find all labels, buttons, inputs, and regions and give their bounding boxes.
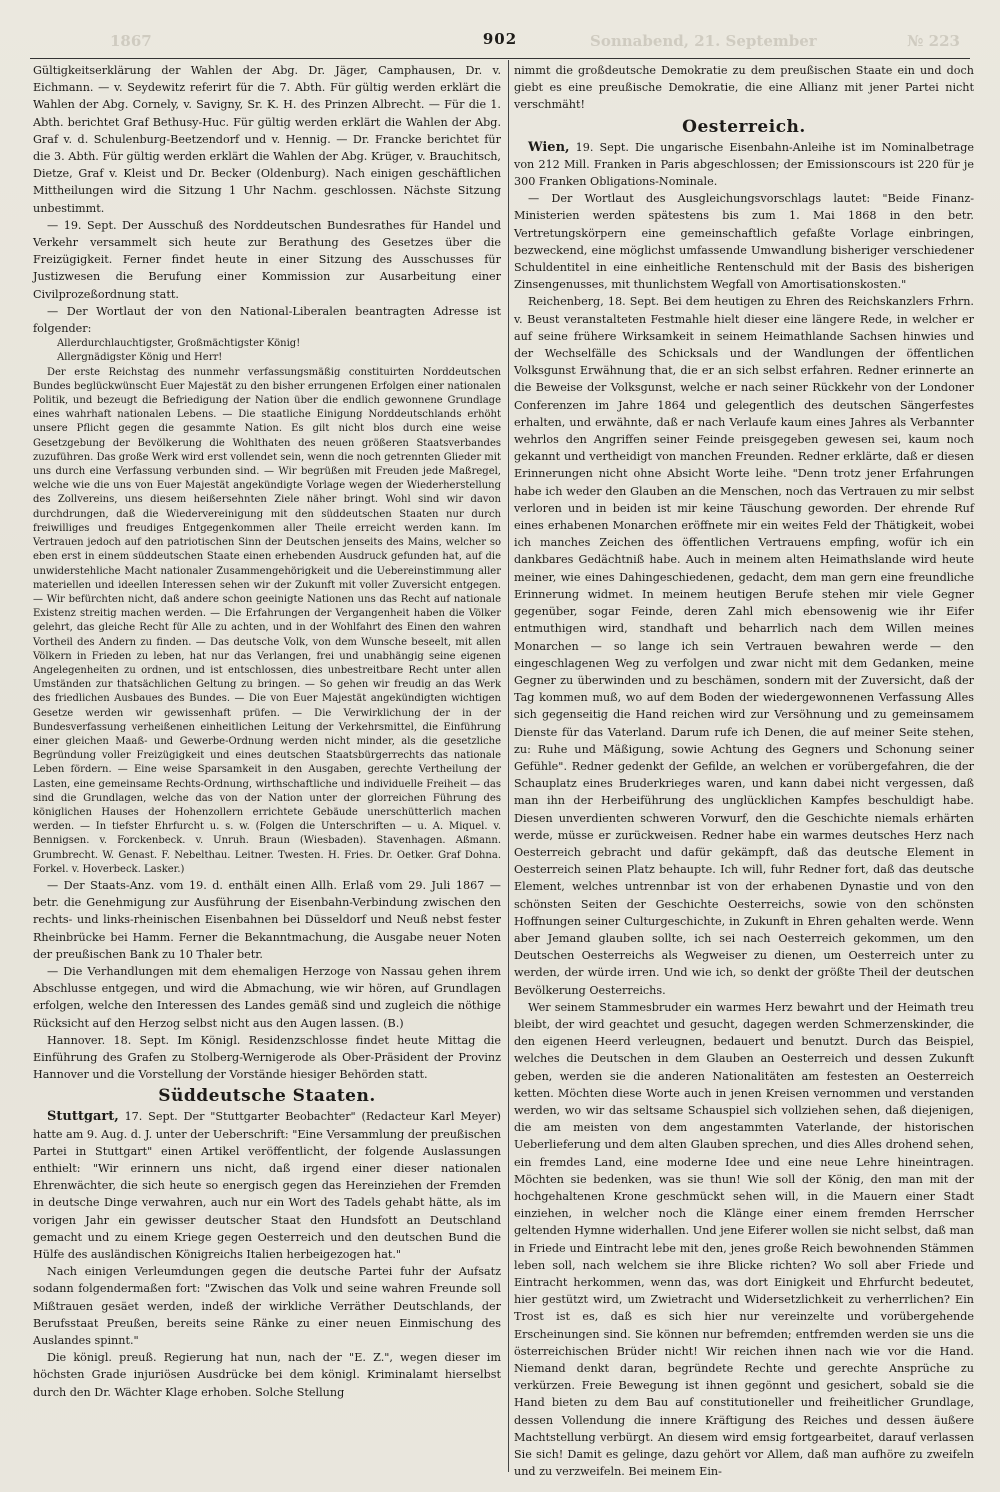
header-rule xyxy=(30,58,970,59)
adresse-salutation-1: Allerdurchlauchtigster, Großmächtigster König! xyxy=(57,338,301,350)
article-ausgleich: — Der Wortlaut des Ausgleichungsvorschlags lautet: "Beide Finanz-Ministerien werden spätestens bis zum 1. Mai 1868 in den betr. Vertretungskörpern eine gemeinschaftlich gefaßte Vorlage einbringen, bezweckend, eine möglichst umfassende Umwandlung bisheriger verschiedener Schuldentitel in eine einheitliche Rentenschuld mit der Basis des bisherigen Zinsengenusses, mit thunlichstem Wegfall von Amortisationskosten." xyxy=(514,192,974,292)
bleed-through-year: 1867 xyxy=(110,32,152,50)
article-wahlpruefung: Gültigkeitserklärung der Wahlen der Abg. Dr. Jäger, Camphausen, Dr. v. Eichmann. — v. Seydewitz referirt für die 7. Abth. Für gültig werden erklärt die Wahlen der Abg. Cornely, v. Savigny, Sr. K. H. des Prinzen Albrecht. — Für die 1. Abth. berichtet Graf Bethusy-Huc. Für gültig werden erklärt die Wahlen der Abg. Graf v. d. Schulenburg-Beetzendorf und v. Hennig. — Dr. Francke berichtet für die 3. Abth. Für gültig werden erklärt die Wahlen der Abg. Krüger, v. Brauchitsch, Dietze, Graf v. Kleist und Dr. Becker (Oldenburg). Nach einigen geschäftlichen Mittheilungen wird die Sitzung 1 Uhr Nachm. geschlossen. Nächste Sitzung unbestimmt. xyxy=(33,64,501,215)
article-bundesrath: — 19. Sept. Der Ausschuß des Norddeutschen Bundesrathes für Handel und Verkehr versammelt sich heute zur Berathung des Gesetzes über die Freizügigkeit. Ferner findet heute in einer Sitzung des Ausschusses für Justizwesen die Berufung einer Kommission zur Ausarbeitung einer Civilprozeßordnung statt. xyxy=(33,218,501,301)
article-reichenberg-2: Wer seinem Stammesbruder ein warmes Herz bewahrt und der Heimath treu bleibt, der wird geachtet und gesucht, dagegen werden Schmerzenskinder, die den eigenen Heerd verleugnen, bedauert und benutzt. Durch das Beispiel, welches die Deutschen in dem Glauben an Oesterreich und dessen Zukunft geben, werden sie die anderen Nationalitäten am festesten an Oesterreich ketten. Möchten diese Worte auch in jenen Kreisen vernommen und verstanden werden, wo wir das seltsame Schauspiel sich vollziehen sehen, daß diejenigen, die am meisten von dem angestammten Vaterlande, der historischen Ueberlieferung und dem alten Glauben sprechen, und dies Alles drohend sehen, ein fremdes Land, eine moderne Idee und eine neue Lehre hineintragen. Möchten sie bedenken, was sie thun! Wie soll der König, den man mit der hochgehaltenen Krone geschmückt sehen will, in die Mauern einer Stadt einziehen, in welcher noch die Klänge einer einem fremden Herrscher geltenden Hymne widerhallen. Und jene Eiferer wollen sie nicht selbst, daß man in Friede und Eintracht lebe mit den, jenes große Reich bewohnenden Stämmen leben soll, nach welchem sie ihre Blicke richten? Wo soll aber Friede und Eintracht herkommen, wenn das, was dort Einigkeit und Ehrfurcht bedeutet, hier gestützt wird, um Zwietracht und Widersetzlichkeit zu verherrlichen? Ein Trost ist es, daß es sich hier nur vereinzelte und vorübergehende Erscheinungen sind. Sie können nur befremden; entfremden werden sie uns die österreichischen Brüder nicht! Wir reichen ihnen nach wie vor die Hand. Niemand denkt daran, begründete Rechte und gerechte Ansprüche zu verkürzen. Freie Bewegung ist ihnen gegönnt und gesichert, sobald sie die Hand bieten zu dem Bau auf constitutioneller und freiheitlicher Grundlage, dessen Vollendung die innere Kräftigung des Reiches und dessen äußere Machtstellung verbürgt. An diesem wird emsig fortgearbeitet, darauf verlassen Sie sich! Damit es gelinge, dazu gehört vor Allem, daß man aufhöre zu zweifeln und zu verzweifeln. Bei meinem Ein- xyxy=(514,1000,974,1479)
article-wien xyxy=(514,139,974,191)
article-hannover: Hannover. 18. Sept. Im Königl. Residenzschlosse findet heute Mittag die Einführung des Grafen zu Stolberg-Wernigerode als Ober-Präsident der Provinz Hannover und die Vorstellung der Vorstände hiesiger Behörden statt. xyxy=(33,1033,501,1082)
article-stuttgart xyxy=(33,1108,501,1263)
section-heading-sueddeutsche: Süddeutsche Staaten. xyxy=(158,1086,376,1107)
article-stuttgart-2: Nach einigen Verleumdungen gegen die deutsche Partei fuhr der Aufsatz sodann folgendermaßen fort: "Zwischen das Volk und seine wahren Freunde soll Mißtrauen gesäet werden, indeß der wirkliche Verräther Deutschlands, der Berufsstaat Preußen, bereits seine Ränke zu einer neuen Einmischung des Auslandes spinnt." xyxy=(33,1265,501,1348)
article-stuttgart-text: 17. Sept. Der "Stuttgarter Beobachter" (Redacteur Karl Meyer) hatte am 9. Aug. d. J. unter der Ueberschrift: "Eine Versammlung der preußischen Partei in Stuttgart" einen Artikel veröffentlicht, der folgende Auslassungen enthielt: "Wir erinnern uns nicht, daß irgend einer dieser nationalen Ehrenwächter, die sich heute so energisch gegen das Hereinziehen der Fremden in deutsche Dinge verwahren, auch nur ein Wort des Tadels gehabt hätte, als im vorigen Jahr ein gewisser deutscher Staat den Hundsfott an Deutschland gemacht und zu einem Kriege gegen Oesterreich und den deutschen Bund die Hülfe des ausländischen Königreichs Italien herbeigezogen hat." xyxy=(33,1110,501,1262)
bleed-through-date: Sonnabend, 21. September xyxy=(590,32,817,50)
article-reichenberg: Reichenberg, 18. Sept. Bei dem heutigen zu Ehren des Reichskanzlers Frhrn. v. Beust veranstalteten Festmahle hielt dieser eine längere Rede, in welcher er auf seine frühere Wirksamkeit in seinem Heimathlande Sachsen hinwies und der Wechselfälle des Schicksals und der Wandlungen der öffentlichen Volksgunst Erwähnung that, die er an sich selbst erfahren. Redner erinnerte an die Beweise der Volksgunst, welche er nach seiner Rückkehr von der Londoner Conferenzen im Jahre 1864 und gelegentlich des deutschen Sängerfestes erhalten, und erwähnte, daß er nach Verlaufe kaum eines Jahres als Verbannter wehrlos den Angriffen seiner Feinde preisgegeben gewesen sei, kaum noch gekannt und vertheidigt von manchen Freunden. Redner erklärte, daß er diesen Erinnerungen nicht ohne Absicht Worte leihe. "Denn trotz jener Erfahrungen habe ich weder den Glauben an die Menschen, noch das Vertrauen zu mir selbst verloren und in beiden ist mir keine Täuschung geworden. Der ehrende Ruf eines erhabenen Monarchen eröffnete mir ein weites Feld der Thätigkeit, wobei ich manches Zeichen des öffentlichen Vertrauens empfing, wofür ich ein dankbares Gedächtniß habe. Auch in meinem alten Heimathslande wird heute meiner, wie eines Dahingeschiedenen, gedacht, dem man gern eine freundliche Erinnerung widmet. In meinem heutigen Berufe stehen mir viele Gegner gegenüber, sogar Feinde, deren Zahl mich ebensowenig wie ihr Eifer entmuthigen wird, standhaft und beharrlich nach dem Willen meines Monarchen — so lange ich sein Vertrauen bewahren werde — den eingeschlagenen Weg zu verfolgen und zwar nicht mit dem Gedanken, meine Gegner zu überwinden und zu beschämen, sondern mit der Zuversicht, daß der Tag kommen muß, wo auf dem Boden der wiedergewonnenen Verfassung Alles sich gegenseitig die Hand reichen wird zur Versöhnung und zu gemeinsamem Dienste für das Vaterland. Darum rufe ich Denen, die auf meiner Seite stehen, zu: Ruhe und Mäßigung, sowie Achtung des Gegners und Schonung seiner Gefühle". Redner gedenkt der Gefilde, an welchen er vorübergefahren, die der Schauplatz eines Bruderkrieges waren, und kann dabei nicht vergessen, daß man ihn der Herbeiführung des unglücklichen Kampfes beschuldigt habe. Diesen unverdienten schweren Vorwurf, den die Geschichte niemals erhärten werde, müsse er zurückweisen. Redner habe ein warmes deutsches Herz nach Oesterreich gebracht und dafür gekämpft, daß das deutsche Element in Oesterreich seinen Platz behaupte. Ich will, fuhr Redner fort, daß das deutsche Element, welches untrennbar ist von der erhabenen Dynastie und von den schönsten Seiten der Geschichte Oesterreichs, sowie von den schönsten Hoffnungen seiner Culturgeschichte, in Zukunft in Ehren gehalten werde. Wenn aber Jemand glauben sollte, ich sei nach Oesterreich gekommen, um den Deutschen Oesterreichs als Wegweiser zu dienen, um Oesterreich unter zu werden, der würde irren. Und wie ich, so denkt der größte Theil der deutschen Bevölkerung Oesterreichs. xyxy=(514,295,974,997)
article-adresse-intro: — Der Wortlaut der von den National-Liberalen beantragten Adresse ist folgender: xyxy=(33,304,501,336)
section-heading-oesterreich: Oesterreich. xyxy=(682,116,806,137)
right-column xyxy=(514,62,974,1480)
article-wien-text: 19. Sept. Die ungarische Eisenbahn-Anleihe ist im Nominalbetrage von 212 Mill. Franken in Paris abgeschlossen; der Emissionscours ist 220 für je 300 Franken Obligations-Nominale. xyxy=(514,140,974,189)
adresse-salutation-2: Allergnädigster König und Herr! xyxy=(57,352,223,364)
column-rule xyxy=(508,60,509,1472)
article-nassau: — Die Verhandlungen mit dem ehemaligen Herzoge von Nassau gehen ihrem Abschlusse entgegen, und wird die Abmachung, wie wir hören, auf Grundlagen erfolgen, welche den Interessen des Landes gemäß sind und zugleich die nöthige Rücksicht auf den Herzog selbst nicht aus den Augen lassen. (B.) xyxy=(33,964,501,1030)
left-column xyxy=(33,62,501,1401)
page-number: 902 xyxy=(482,30,518,48)
adresse-text: Der erste Reichstag des nunmehr verfassungsmäßig constituirten Norddeutschen Bundes beglückwünscht Euer Majestät zu den bisher errungenen Erfolgen einer nationalen Politik, und bezeugt die Befriedigung der Nation über die endlich gewonnene Grundlage eines wahrhaft nationalen Lebens. — Die staatliche Einigung Norddeutschlands erhöht unsere Pflicht gegen die gesammte Nation. Es gilt nicht blos durch eine weise Gesetzgebung der Bevölkerung die Wohlthaten des neuen größeren Staatsverbandes zuzuführen. Das große Werk wird erst vollendet sein, wenn die noch getrennten Glieder mit uns durch eine Verfassung verbunden sind. — Wir begrüßen mit Freuden jede Maßregel, welche wie die uns von Euer Majestät angekündigte Vorlage wegen der Wiederherstellung des Zollvereins, uns diesem heißersehnten Ziele näher bringt. Wohl sind wir davon durchdrungen, daß die Wiedervereinigung mit den süddeutschen Staaten nur durch freiwilliges und freudiges Entgegenkommen aller Theile erreicht werden kann. Im Vertrauen jedoch auf den patriotischen Sinn der Deutschen jenseits des Mains, welcher so eben erst in einem süddeutschen Staate einen erhebenden Ausdruck gefunden hat, auf die unwiderstehliche Macht nationaler Zusammengehörigkeit und die Uebereinstimmung aller materiellen und ideellen Interessen sehen wir der Zukunft mit voller Zuversicht entgegen. — Wir befürchten nicht, daß andere schon geeinigte Nationen uns das Recht auf nationale Existenz streitig machen werden. — Die Erfahrungen der Vergangenheit haben die Völker gelehrt, das gleiche Recht für Alle zu achten, und in der Wohlfahrt des Einen den wahren Vortheil des Andern zu finden. — Das deutsche Volk, von dem Wunsche beseelt, mit allen Völkern in Frieden zu leben, hat nur das Verlangen, frei und unabhängig seine eigenen Angelegenheiten zu ordnen, und ist entschlossen, dies unbestreitbare Recht unter allen Umständen zur thatsächlichen Geltung zu bringen. — So gehen wir freudig an das Werk des friedlichen Ausbaues des Bundes. — Die von Euer Majestät angekündigten wichtigen Gesetze werden wir gewissenhaft prüfen. — Die Verwirklichung der in der Bundesverfassung verheißenen einheitlichen Leitung der Verkehrsmittel, die Einführung einer gleichen Maaß- und Gewerbe-Ordnung werden nicht minder, als die gesetzliche Begründung voller Freizügigkeit und eines deutschen Staatsbürgerrechts das nationale Leben fördern. — Eine weise Sparsamkeit in den Ausgaben, gerechte Vertheilung der Lasten, eine gemeinsame Rechts-Ordnung, wirthschaftliche und individuelle Freiheit — das sind die Grundlagen, welche das von der Nation unter der glorreichen Führung des königlichen Hauses der Hohenzollern errichtete Gebäude unerschütterlich machen werden. — In tiefster Ehrfurcht u. s. w. (Folgen die Unterschriften — u. A. Miquel. v. Bennigsen. v. Forckenbeck. v. Unruh. Braun (Wiesbaden). Stavenhagen. Aßmann. Grumbrecht. W. Genast. F. Nebelthau. Leitner. Twesten. H. Fries. Dr. Oetker. Graf Dohna. Forkel. v. Hoverbeck. Lasker.) xyxy=(33,366,501,875)
article-stuttgart-3: Die königl. preuß. Regierung hat nun, nach der "E. Z.", wegen dieser im höchsten Grade injuriösen Ausdrücke bei dem königl. Kriminalamt hierselbst durch den Dr. Wächter Klage erhoben. Solche Stellung xyxy=(33,1351,501,1399)
dateline-wien: Wien, xyxy=(528,139,570,155)
article-staatsanzeiger: — Der Staats-Anz. vom 19. d. enthält einen Allh. Erlaß vom 29. Juli 1867 — betr. die Genehmigung zur Ausführung der Eisenbahn-Verbindung zwischen den rechts- und links-rheinischen Eisenbahnen bei Düsseldorf und Neuß nebst fester Rheinbrücke bei Hamm. Ferner die Bekanntmachung, die Ausgabe neuer Noten der preußischen Bank zu 10 Thaler betr. xyxy=(33,878,501,961)
page-header xyxy=(30,30,970,58)
dateline-stuttgart: Stuttgart, xyxy=(47,1109,119,1125)
article-continuation: nimmt die großdeutsche Demokratie zu dem preußischen Staate ein und doch giebt es eine preußische Demokratie, die eine Allianz mit jener Partei nicht verschmäht! xyxy=(514,64,974,112)
bleed-through-number: № 223 xyxy=(907,32,960,50)
